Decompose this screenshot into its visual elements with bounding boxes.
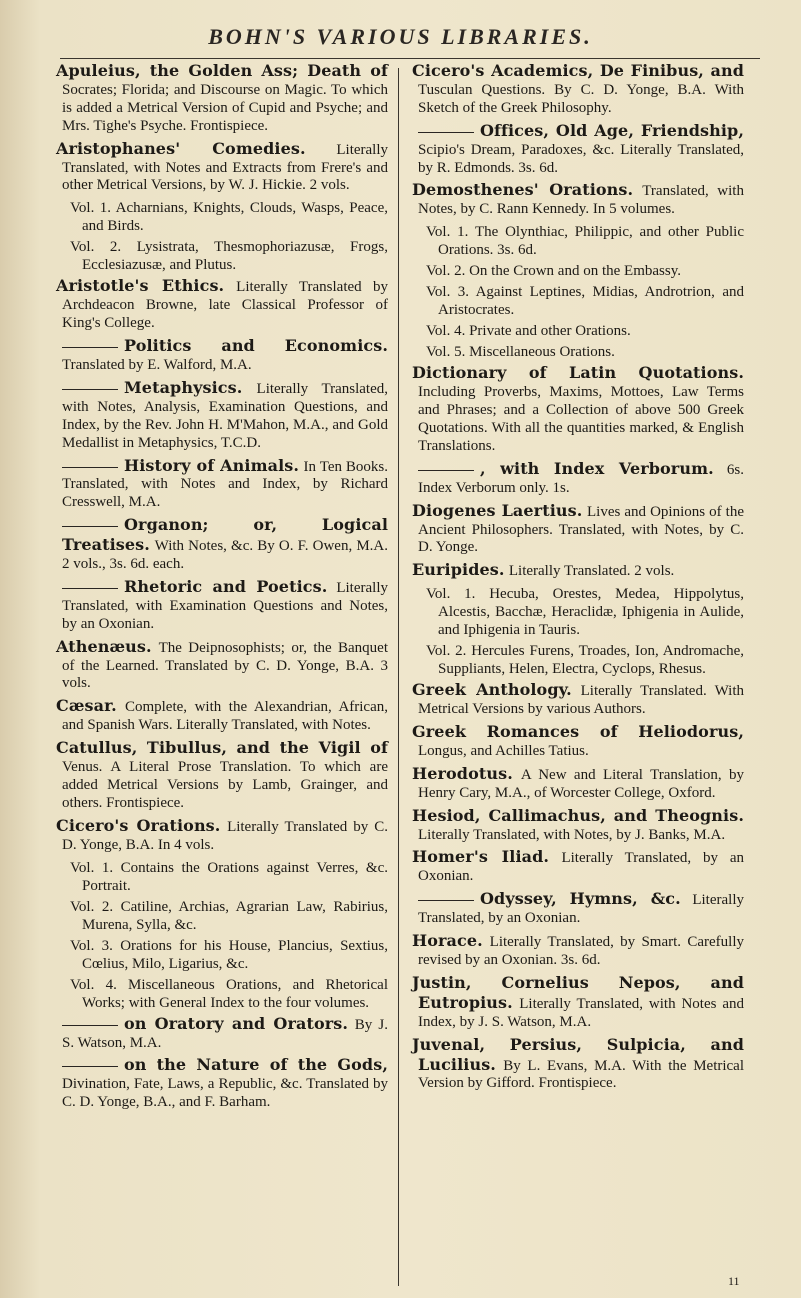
entry-heading: Rhetoric and Poetics.	[124, 576, 328, 596]
volume-line: Vol. 3. Against Leptines, Midias, Androtrion, and Aristocrates.	[426, 284, 744, 319]
entry-description: Literally Translated, by Smart. Carefully revised by an Oxonian. 3s. 6d.	[418, 934, 744, 968]
entry-heading: Odyssey, Hymns, &c.	[480, 889, 681, 909]
catalog-entry	[412, 364, 744, 456]
entry-description: Including Proverbs, Maxims, Mottoes, Law Terms and Phrases; and a Collection of above 500 Greek Quotations. With all the quantities marked, & English Translations.	[418, 384, 744, 454]
entry-description: Literally Translated by C. D. Yonge, B.A. In 4 vols.	[62, 818, 389, 853]
volume-line: Vol. 2. Hercules Furens, Troades, Ion, Andromache, Suppliants, Helen, Electra, Cyclops, Rhesus.	[426, 643, 744, 678]
ditto-dash	[62, 467, 118, 468]
entry-description: Literally Translated, with Notes, Analysis, Examination Questions, and Index, by the Rev. John H. M'Mahon, M.A., and Gold Medallist in Metaphysics, T.C.D.	[62, 380, 388, 451]
page-header: BOHN'S VARIOUS LIBRARIES.	[208, 24, 593, 49]
entry-description: Divination, Fate, Laws, a Republic, &c. Translated by C. D. Yonge, B.A., and F. Barham.	[62, 1076, 388, 1111]
entry-heading: Organon; or, Logical Treatises.	[62, 515, 388, 555]
catalog-sub-entry	[56, 516, 388, 574]
entry-description: With Notes, &c. By O. F. Owen, M.A. 2 vols., 3s. 6d. each.	[62, 538, 388, 573]
ditto-dash	[418, 470, 474, 471]
catalog-entry	[56, 140, 388, 196]
catalog-entry	[412, 561, 744, 581]
entry-description: Socrates; Florida; and Discourse on Magic. To which is added a Metrical Version of Cupid and Psyche; and Mrs. Tighe's Psyche. Frontispiece.	[62, 81, 388, 134]
entry-description: A New and Literal Translation, by Henry Cary, M.A., of Worcester College, Oxford.	[418, 766, 744, 801]
ditto-dash	[418, 900, 474, 901]
ditto-dash	[62, 588, 118, 589]
entry-description: Literally Translated, with Notes and Index, by J. S. Watson, M.A.	[418, 995, 744, 1030]
entry-heading: Cicero's Academics, De Finibus, and	[412, 61, 744, 80]
catalog-entry	[412, 765, 744, 803]
entry-heading: Juvenal, Persius, Sulpicia, and Lucilius.	[412, 1034, 744, 1074]
entry-description: Literally Translated, by an Oxonian.	[418, 892, 744, 927]
entry-heading: Justin, Cornelius Nepos, and Eutropius.	[412, 972, 744, 1012]
catalog-sub-entry	[56, 1056, 388, 1112]
entry-heading: Apuleius, the Golden Ass; Death of	[56, 61, 388, 80]
entry-heading: Greek Anthology.	[412, 680, 572, 700]
catalog-entry	[412, 681, 744, 719]
entry-heading: Horace.	[412, 931, 483, 951]
entry-description: By L. Evans, M.A. With the Metrical Version by Gifford. Frontispiece.	[418, 1057, 745, 1092]
catalog-entry	[56, 638, 388, 694]
volume-line: Vol. 1. Hecuba, Orestes, Medea, Hippolytus, Alcestis, Bacchæ, Heraclidæ, Iphigenia in Aulide, and Iphigenia in Tauris.	[426, 586, 744, 639]
catalog-sub-entry	[56, 457, 388, 513]
catalog-entry	[412, 848, 744, 886]
entry-description: The Deipnosophists; or, the Banquet of the Learned. Translated by C. D. Yonge, B.A. 3 vols.	[62, 639, 389, 692]
entry-description: Longus, and Achilles Tatius.	[418, 742, 589, 759]
catalog-sub-entry	[56, 578, 388, 634]
catalog-entry	[56, 817, 388, 855]
catalog-entry	[412, 723, 744, 761]
ditto-dash	[62, 389, 118, 390]
entry-heading: Homer's Iliad.	[412, 847, 550, 867]
entry-heading: Aristophanes' Comedies.	[56, 138, 306, 158]
entry-heading: Demosthenes' Orations.	[412, 180, 634, 200]
page-number: 11	[728, 1274, 740, 1288]
entry-heading: Diogenes Laertius.	[412, 500, 583, 520]
entry-heading: on Oratory and Orators.	[124, 1013, 349, 1033]
catalog-entry	[412, 502, 744, 558]
entry-heading: Dictionary of Latin Quotations.	[412, 363, 744, 383]
entry-description: Literally Translated. With Metrical Versions by various Authors.	[418, 683, 745, 718]
catalog-sub-entry	[412, 890, 744, 928]
entry-description: Scipio's Dream, Paradoxes, &c. Literally Translated, by R. Edmonds. 3s. 6d.	[418, 141, 744, 176]
entry-heading: Offices, Old Age, Friendship,	[480, 120, 744, 140]
volume-line: Vol. 4. Private and other Orations.	[426, 323, 631, 340]
ditto-dash	[62, 1025, 118, 1026]
entry-heading: Cæsar.	[56, 696, 117, 716]
volume-line: Vol. 2. On the Crown and on the Embassy.	[426, 263, 681, 280]
catalog-entry	[412, 974, 744, 1032]
catalog-entry	[412, 932, 744, 970]
catalog-entry	[412, 807, 744, 845]
volume-line: Vol. 1. Contains the Orations against Verres, &c. Portrait.	[70, 859, 388, 894]
entry-heading: Cicero's Orations.	[56, 815, 221, 835]
entry-heading: Aristotle's Ethics.	[56, 276, 225, 296]
catalog-entry	[56, 277, 388, 333]
right-column	[412, 62, 744, 1097]
volume-line: Vol. 2. Catiline, Archias, Agrarian Law, Rabirius, Murena, Sylla, &c.	[70, 898, 388, 933]
catalog-entry	[412, 62, 744, 118]
catalog-sub-entry	[412, 460, 744, 498]
entry-description: Literally Translated, with Notes and Extracts from Frere's and other Metrical Versions, by W. J. Hickie. 2 vols.	[62, 141, 389, 194]
volume-line: Vol. 4. Miscellaneous Orations, and Rhetorical Works; with General Index to the four volumes.	[70, 976, 388, 1011]
entry-description: Lives and Opinions of the Ancient Philosophers. Translated, with Notes, by C. D. Yonge.	[418, 503, 745, 556]
entry-heading: Politics and Economics.	[124, 336, 388, 356]
catalog-sub-entry	[56, 337, 388, 375]
entry-description: Literally Translated, by an Oxonian.	[418, 850, 744, 885]
entry-description: Venus. A Literal Prose Translation. To which are added Metrical Versions by Lamb, Grainger, and others. Frontispiece.	[62, 759, 388, 811]
entry-description: Translated, with Notes, by C. Rann Kennedy. In 5 volumes.	[418, 183, 744, 218]
volume-line: Vol. 1. The Olynthiac, Philippic, and other Public Orations. 3s. 6d.	[426, 224, 744, 259]
ditto-dash	[418, 132, 474, 133]
header-rule	[60, 58, 760, 59]
entry-heading: Hesiod, Callimachus, and Theognis.	[412, 805, 744, 825]
catalog-entry	[412, 181, 744, 219]
catalog-sub-entry	[412, 122, 744, 178]
entry-heading: , with Index Verborum.	[480, 458, 714, 478]
volume-line: Vol. 2. Lysistrata, Thesmophoriazusæ, Frogs, Ecclesiazusæ, and Plutus.	[70, 239, 388, 274]
entry-description: Literally Translated, with Examination Questions and Notes, by an Oxonian.	[62, 579, 388, 632]
catalog-entry	[412, 1036, 744, 1094]
ditto-dash	[62, 1066, 118, 1067]
volume-line: Vol. 1. Acharnians, Knights, Clouds, Wasps, Peace, and Birds.	[70, 200, 388, 235]
entry-description: Literally Translated, with Notes, by J. Banks, M.A.	[418, 826, 726, 843]
entry-description: Translated by E. Walford, M.A.	[62, 356, 252, 373]
left-column	[56, 62, 388, 1116]
entry-description: In Ten Books. Translated, with Notes and Index, by Richard Cresswell, M.A.	[62, 458, 388, 511]
entry-heading: Euripides.	[412, 560, 505, 580]
entry-description: 6s. Index Verborum only. 1s.	[418, 461, 745, 496]
volume-line: Vol. 3. Orations for his House, Plancius, Sextius, Cœlius, Milo, Ligarius, &c.	[70, 937, 388, 972]
entry-heading: Herodotus.	[412, 763, 513, 783]
catalog-entry	[56, 62, 388, 136]
entry-heading: History of Animals.	[124, 455, 300, 475]
entry-heading: Catullus, Tibullus, and the Vigil of	[56, 738, 388, 758]
entry-description: Literally Translated. 2 vols.	[508, 563, 675, 580]
column-divider	[398, 68, 399, 1286]
ditto-dash	[62, 526, 118, 527]
entry-heading: Metaphysics.	[124, 377, 243, 397]
catalog-entry	[56, 739, 388, 813]
catalog-sub-entry	[56, 379, 388, 453]
entry-heading: Greek Romances of Heliodorus,	[412, 722, 744, 742]
entry-description: By J. S. Watson, M.A.	[62, 1016, 388, 1051]
catalog-entry	[56, 697, 388, 735]
entry-heading: Athenæus.	[56, 636, 152, 656]
entry-heading: on the Nature of the Gods,	[124, 1055, 388, 1075]
volume-line: Vol. 5. Miscellaneous Orations.	[426, 344, 615, 361]
entry-description: Complete, with the Alexandrian, African, and Spanish Wars. Literally Translated, with Notes.	[62, 699, 388, 734]
ditto-dash	[62, 347, 118, 348]
entry-description: Literally Translated by Archdeacon Browne, late Classical Professor of King's College.	[62, 279, 388, 332]
catalog-sub-entry	[56, 1015, 388, 1053]
entry-description: Tusculan Questions. By C. D. Yonge, B.A. With Sketch of the Greek Philosophy.	[418, 81, 744, 116]
